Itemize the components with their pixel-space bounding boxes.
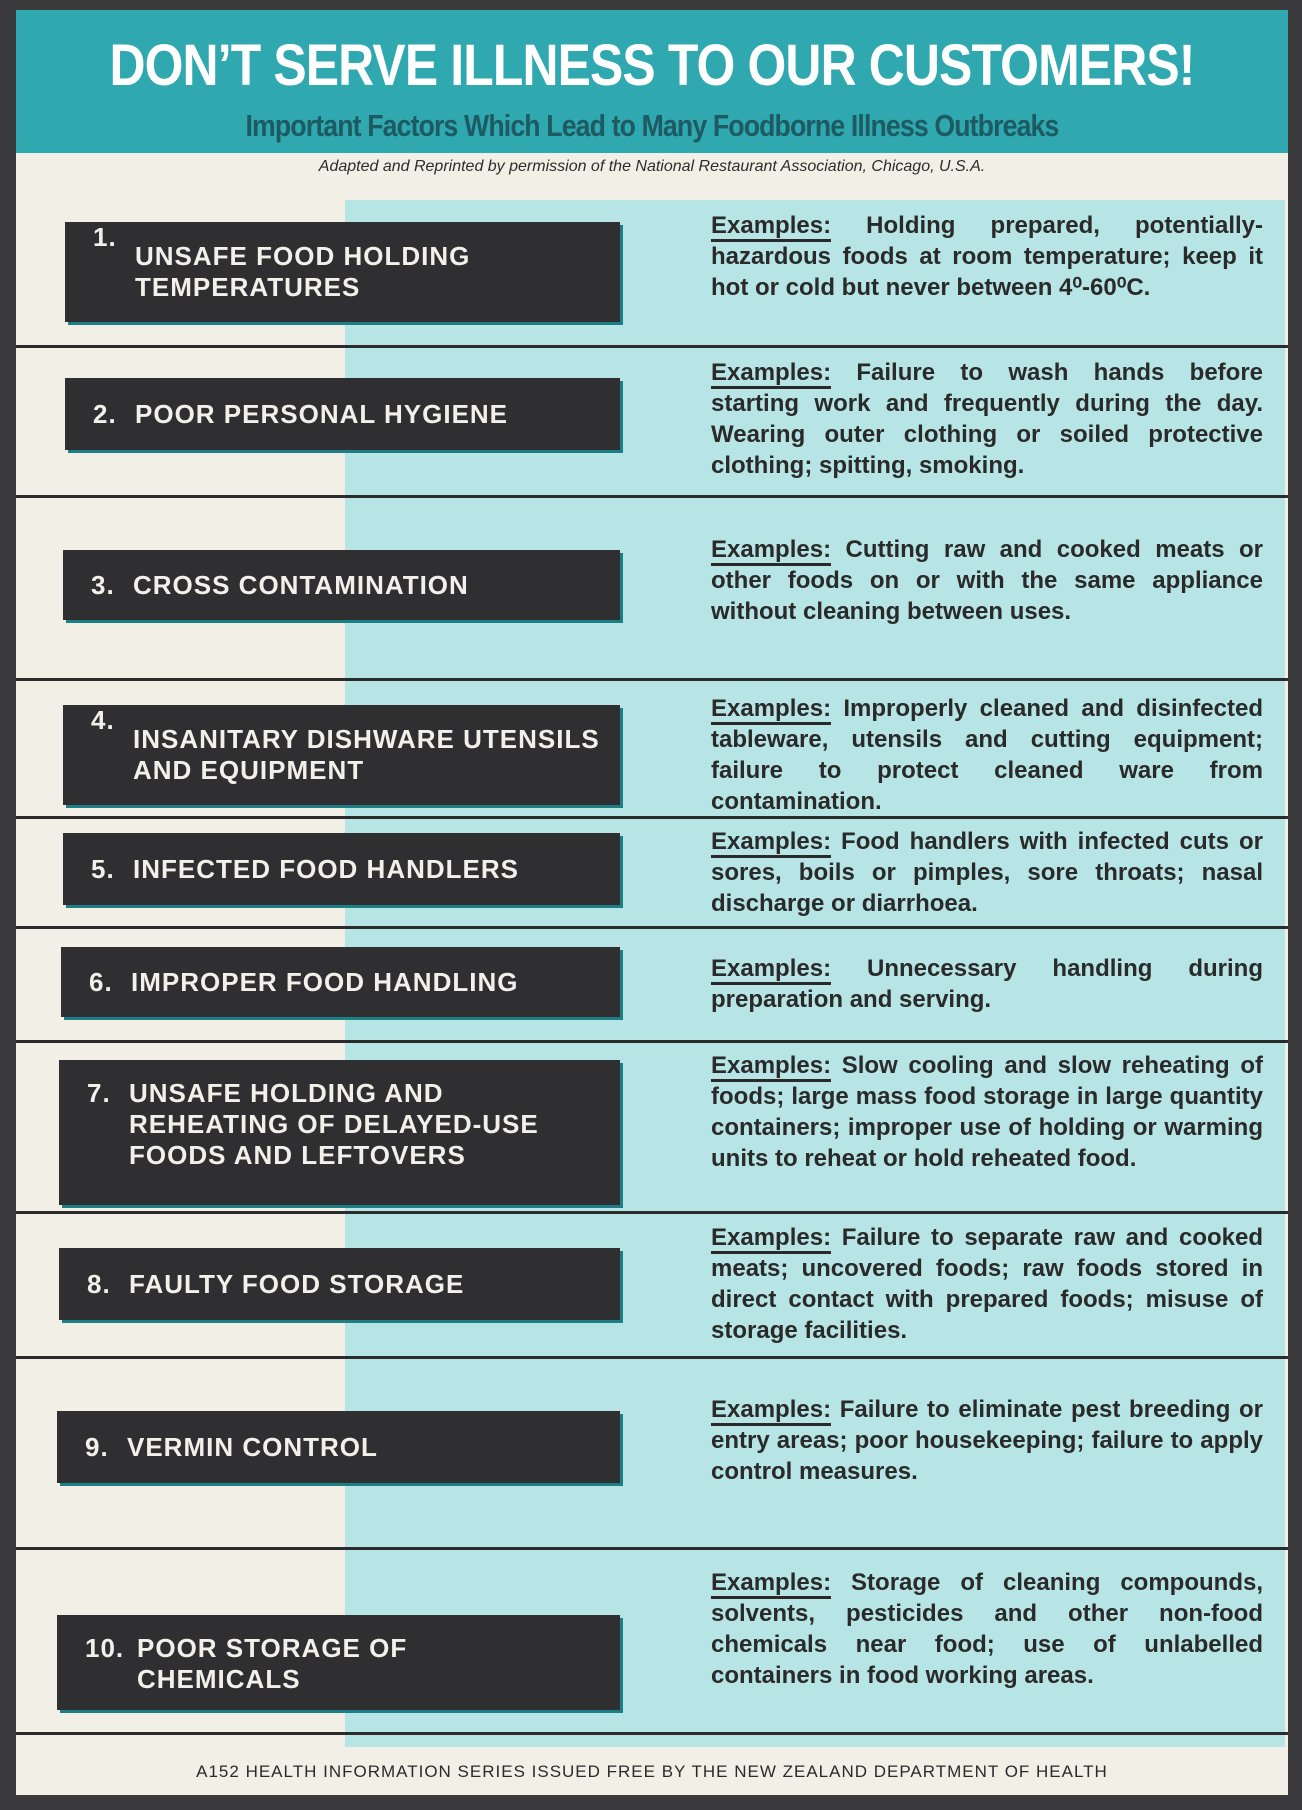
- poster-subtitle: Important Factors Which Lead to Many Foodborne Illness Outbreaks: [245, 108, 1059, 143]
- factor-title: UNSAFE FOOD HOLDING TEMPERATURES: [135, 241, 471, 302]
- example-text: Improperly cleaned and disinfected tableware, utensils and cutting equipment; failure to protect cleaned ware from contamination.: [711, 695, 1263, 815]
- factor-number: 1.: [93, 222, 117, 252]
- factor-example-8: [711, 1222, 1263, 1346]
- factor-example-6: [711, 953, 1263, 1015]
- factor-label-10: [57, 1615, 620, 1710]
- factor-example-7: [711, 1050, 1263, 1174]
- section-divider: [16, 926, 1288, 929]
- section-divider: [16, 1211, 1288, 1214]
- examples-heading: Examples:: [711, 955, 831, 985]
- factor-example-2: [711, 357, 1263, 481]
- example-text: Unnecessary handling during preparation and serving.: [711, 955, 1263, 1013]
- factor-number: 5.: [91, 853, 115, 884]
- factor-title: CROSS CONTAMINATION: [133, 569, 469, 600]
- factor-example-9: [711, 1394, 1263, 1487]
- factor-number: 6.: [89, 966, 113, 997]
- poster: [16, 10, 1288, 1795]
- poster-header: [16, 10, 1288, 153]
- factor-label-9: [57, 1411, 620, 1483]
- examples-heading: Examples:: [711, 828, 831, 858]
- factor-title: FAULTY FOOD STORAGE: [129, 1268, 465, 1299]
- examples-heading: Examples:: [711, 695, 831, 725]
- factor-label-7: [59, 1060, 620, 1205]
- example-text: Cutting raw and cooked meats or other foods on or with the same appliance without cleaning between uses.: [711, 536, 1264, 625]
- example-text: Storage of cleaning compounds, solvents, pesticides and other non-food chemicals near food; use of unlabelled containers in food working areas.: [711, 1569, 1263, 1689]
- example-text: Failure to eliminate pest breeding or entry areas; poor housekeeping; failure to apply control measures.: [711, 1396, 1264, 1485]
- example-text: Food handlers with infected cuts or sores, boils or pimples, sore throats; nasal discharge or diarrhoea.: [711, 828, 1263, 917]
- factor-example-10: [711, 1567, 1263, 1691]
- poster-title: DON’T SERVE ILLNESS TO OUR CUSTOMERS!: [109, 33, 1195, 98]
- section-divider: [16, 1356, 1288, 1359]
- section-divider: [16, 345, 1288, 348]
- examples-heading: Examples:: [711, 1396, 831, 1426]
- examples-heading: Examples:: [711, 1569, 831, 1599]
- factor-label-3: [63, 550, 620, 620]
- examples-heading: Examples:: [711, 212, 831, 242]
- factor-label-6: [61, 947, 620, 1017]
- factor-title: INFECTED FOOD HANDLERS: [133, 853, 519, 884]
- section-divider: [16, 495, 1288, 498]
- section-divider: [16, 1547, 1288, 1550]
- example-text: Slow cooling and slow reheating of foods; large mass food storage in large quantity containers; improper use of holding or warming units to reheat or hold reheated food.: [711, 1052, 1263, 1172]
- factor-number: 9.: [85, 1431, 109, 1462]
- example-text: Holding prepared, potentially-hazardous foods at room temperature; keep it hot or cold but never between 4⁰-60⁰C.: [711, 212, 1263, 301]
- factor-title: INSANITARY DISHWARE UTENSILS AND EQUIPMENT: [133, 724, 600, 785]
- factor-example-4: [711, 693, 1263, 817]
- section-divider: [16, 1040, 1288, 1043]
- factor-number: 4.: [91, 705, 115, 735]
- section-divider: [16, 678, 1288, 681]
- factor-title: VERMIN CONTROL: [127, 1431, 378, 1462]
- factor-example-5: [711, 826, 1263, 919]
- factor-example-3: [711, 534, 1263, 627]
- example-text: Failure to separate raw and cooked meats; uncovered foods; raw foods stored in direct contact with prepared foods; misuse of storage facilities.: [711, 1224, 1263, 1344]
- factor-title: POOR STORAGE OF CHEMICALS: [137, 1633, 408, 1694]
- footer-series-note: A152 HEALTH INFORMATION SERIES ISSUED FREE BY THE NEW ZEALAND DEPARTMENT OF HEALTH: [196, 1762, 1108, 1781]
- factor-number: 2.: [93, 398, 117, 429]
- factor-label-8: [59, 1248, 620, 1320]
- examples-heading: Examples:: [711, 536, 831, 566]
- factor-label-4: [63, 705, 620, 805]
- factor-number: 7.: [87, 1078, 111, 1108]
- factor-title: IMPROPER FOOD HANDLING: [131, 966, 519, 997]
- factor-label-2: [65, 378, 620, 450]
- factor-label-1: [65, 222, 620, 322]
- permission-credit: Adapted and Reprinted by permission of the National Restaurant Association, Chicago, U.S.A.: [318, 158, 986, 175]
- examples-heading: Examples:: [711, 359, 831, 389]
- factor-label-5: [63, 833, 620, 905]
- factor-number: 10.: [85, 1633, 125, 1663]
- factor-example-1: [711, 210, 1263, 303]
- factor-number: 8.: [87, 1268, 111, 1299]
- example-text: Failure to wash hands before starting work and frequently during the day. Wearing outer clothing or soiled protective clothing; spitting, smoking.: [711, 359, 1263, 479]
- examples-heading: Examples:: [711, 1224, 831, 1254]
- section-divider: [16, 1732, 1288, 1735]
- examples-heading: Examples:: [711, 1052, 831, 1082]
- factor-title: UNSAFE HOLDING AND REHEATING OF DELAYED-USE FOODS AND LEFTOVERS: [129, 1078, 539, 1170]
- factor-title: POOR PERSONAL HYGIENE: [135, 398, 509, 429]
- factor-number: 3.: [91, 569, 115, 600]
